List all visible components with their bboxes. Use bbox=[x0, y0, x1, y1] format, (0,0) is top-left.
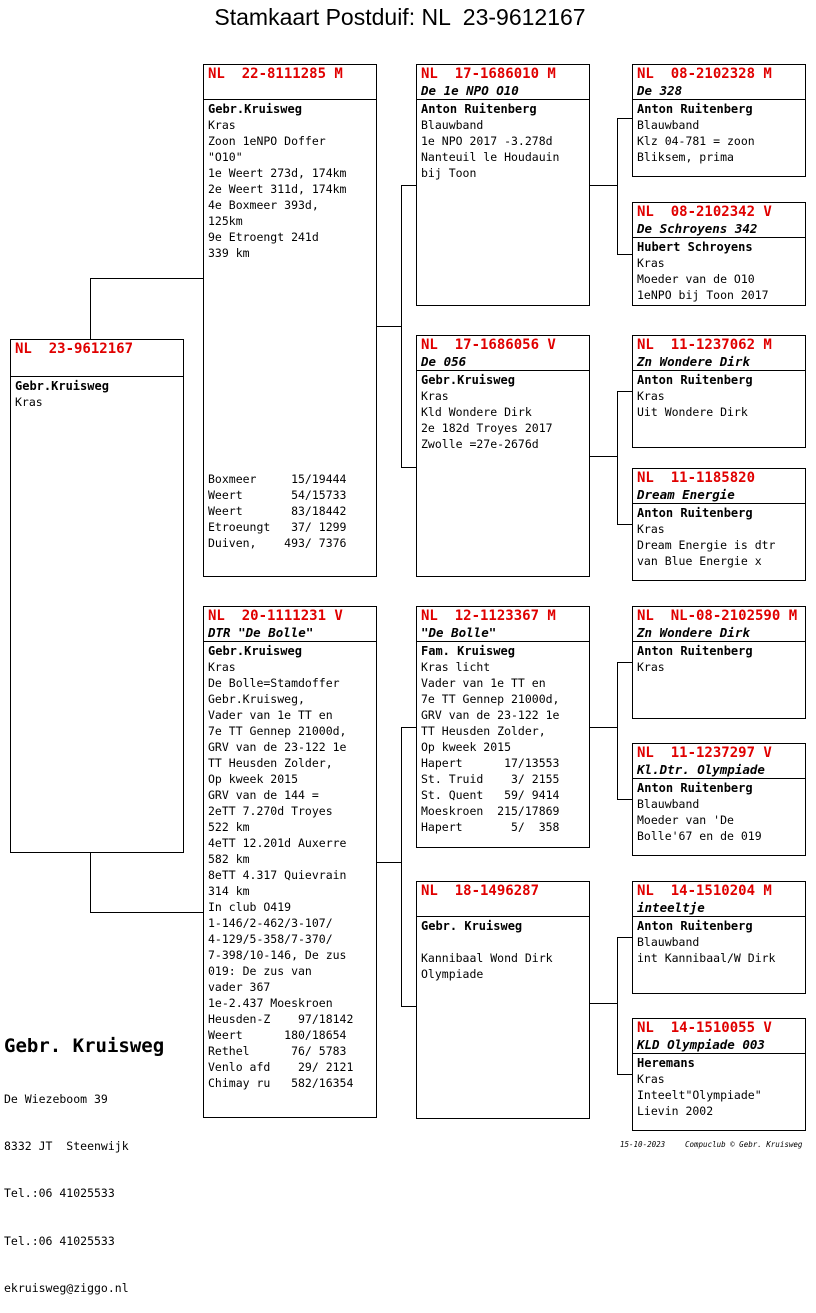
breeder-phone: Tel.:06 41025533 bbox=[4, 1233, 115, 1248]
ring-number: NL 14-1510204 M bbox=[637, 883, 772, 899]
owner-name: Gebr. Kruisweg bbox=[421, 919, 523, 933]
pigeon-details bbox=[633, 659, 805, 675]
detail-line: Kras licht bbox=[421, 660, 491, 674]
detail-line: int Kannibaal/W Dirk bbox=[637, 951, 776, 965]
detail-line: Chimay ru 582/16354 bbox=[208, 1076, 354, 1090]
detail-line: "O10" bbox=[208, 150, 243, 164]
nickname: De 056 bbox=[421, 354, 467, 369]
detail-line: 7e TT Gennep 21000d, bbox=[421, 692, 560, 706]
pigeon-details bbox=[633, 255, 805, 303]
ring-number: NL NL-08-2102590 M bbox=[637, 608, 798, 624]
pigeon-details bbox=[11, 394, 183, 410]
detail-line: Kannibaal Wond Dirk bbox=[421, 951, 553, 965]
owner-name: Gebr.Kruisweg bbox=[208, 102, 302, 116]
detail-line: GRV van de 144 = bbox=[208, 788, 319, 802]
pigeon-details bbox=[417, 934, 589, 982]
nickname: Zn Wondere Dirk bbox=[637, 625, 750, 640]
detail-line: Klz 04-781 = zoon bbox=[637, 134, 755, 148]
detail-line: 1e NPO 2017 -3.278d bbox=[421, 134, 553, 148]
detail-line: van Blue Energie x bbox=[637, 554, 762, 568]
detail-line: Zwolle =27e-2676d bbox=[421, 437, 539, 451]
detail-line: Hapert 17/13553 bbox=[421, 756, 560, 770]
pigeon-card-mmf bbox=[632, 881, 806, 994]
detail-line: Heusden-Z 97/18142 bbox=[208, 1012, 354, 1026]
nickname: De Schroyens 342 bbox=[637, 221, 758, 236]
detail-line: St. Quent 59/ 9414 bbox=[421, 788, 560, 802]
detail-line: TT Heusden Zolder, bbox=[208, 756, 333, 770]
pigeon-card-ffm bbox=[632, 202, 806, 306]
nickname: inteeltje bbox=[637, 900, 705, 915]
detail-line: Kras bbox=[637, 660, 665, 674]
detail-line: Blauwband bbox=[421, 118, 484, 132]
detail-line: GRV van de 23-122 1e bbox=[208, 740, 347, 754]
detail-line: 019: De zus van bbox=[208, 964, 312, 978]
owner-name: Anton Ruitenberg bbox=[637, 781, 753, 795]
detail-line: 4-129/5-358/7-370/ bbox=[208, 932, 333, 946]
detail-line: 7-398/10-146, De zus bbox=[208, 948, 347, 962]
pigeon-card-mmm bbox=[632, 1018, 806, 1131]
ring-number: NL 18-1496287 bbox=[421, 883, 540, 899]
detail-line: Vader van 1e TT en bbox=[208, 708, 333, 722]
pigeon-details bbox=[417, 117, 589, 181]
detail-line: 125km bbox=[208, 214, 243, 228]
detail-line: Op kweek 2015 bbox=[208, 772, 299, 786]
nickname: "De Bolle" bbox=[421, 625, 497, 640]
detail-line: 2e 182d Troyes 2017 bbox=[421, 421, 553, 435]
detail-line: Op kweek 2015 bbox=[421, 740, 512, 754]
detail-line: Nanteuil le Houdauin bbox=[421, 150, 560, 164]
detail-line: De Bolle=Stamdoffer bbox=[208, 676, 340, 690]
owner-name: Anton Ruitenberg bbox=[637, 373, 753, 387]
detail-line: TT Heusden Zolder, bbox=[421, 724, 546, 738]
pigeon-card-mother-mother bbox=[416, 881, 590, 1119]
pigeon-details bbox=[633, 521, 805, 569]
detail-line: 9e Etroengt 241d bbox=[208, 230, 319, 244]
owner-name: Gebr.Kruisweg bbox=[208, 644, 302, 658]
detail-line: Venlo afd 29/ 2121 bbox=[208, 1060, 354, 1074]
detail-line: 1eNPO bij Toon 2017 bbox=[637, 288, 769, 302]
breeder-contact bbox=[4, 1060, 129, 1313]
pigeon-card-fmf bbox=[632, 335, 806, 448]
detail-line: 1e-2.437 Moeskroen bbox=[208, 996, 333, 1010]
pigeon-details bbox=[633, 934, 805, 966]
detail-line: 1-146/2-462/3-107/ bbox=[208, 916, 333, 930]
ring-number: NL 22-8111285 M bbox=[208, 66, 343, 82]
race-result-line: Weert 83/18442 bbox=[208, 504, 347, 518]
pigeon-card-fff bbox=[632, 64, 806, 177]
detail-line: Olympiade bbox=[421, 967, 484, 981]
detail-line: bij Toon bbox=[421, 166, 477, 180]
race-result-line: Weert 54/15733 bbox=[208, 488, 347, 502]
nickname: KLD Olympiade 003 bbox=[637, 1037, 765, 1052]
detail-line: Moeskroen 215/17869 bbox=[421, 804, 560, 818]
detail-line: 8eTT 4.317 Quievrain bbox=[208, 868, 347, 882]
pigeon-details bbox=[204, 659, 376, 1091]
detail-line: 2e Weert 311d, 174km bbox=[208, 182, 347, 196]
pigeon-card-subject bbox=[10, 339, 184, 853]
nickname: Dream Energie bbox=[637, 487, 735, 502]
nickname: Zn Wondere Dirk bbox=[637, 354, 750, 369]
detail-line: Zoon 1eNPO Doffer bbox=[208, 134, 326, 148]
detail-line: 314 km bbox=[208, 884, 250, 898]
detail-line: 582 km bbox=[208, 852, 250, 866]
breeder-name: Gebr. Kruisweg bbox=[4, 1035, 165, 1057]
detail-line: Bolle'67 en de 019 bbox=[637, 829, 762, 843]
detail-line: Kras bbox=[421, 389, 449, 403]
race-result-line: Duiven, 493/ 7376 bbox=[208, 536, 347, 550]
detail-line: St. Truid 3/ 2155 bbox=[421, 772, 560, 786]
nickname: De 328 bbox=[637, 83, 683, 98]
pigeon-card-fmm bbox=[632, 468, 806, 581]
pigeon-card-mfm bbox=[632, 743, 806, 856]
pigeon-details bbox=[204, 117, 376, 261]
detail-line: Kld Wondere Dirk bbox=[421, 405, 532, 419]
ring-number: NL 11-1237062 M bbox=[637, 337, 772, 353]
detail-line: Blauwband bbox=[637, 935, 700, 949]
detail-line: 1e Weert 273d, 174km bbox=[208, 166, 347, 180]
detail-line: Hapert 5/ 358 bbox=[421, 820, 560, 834]
race-result-line: Boxmeer 15/19444 bbox=[208, 472, 347, 486]
pigeon-card-father bbox=[203, 64, 377, 577]
detail-line: 7e TT Gennep 21000d, bbox=[208, 724, 347, 738]
race-results bbox=[208, 471, 346, 551]
breeder-address: De Wiezeboom 39 bbox=[4, 1091, 108, 1106]
owner-name: Anton Ruitenberg bbox=[421, 102, 537, 116]
detail-line: Kras bbox=[15, 395, 43, 409]
ring-number: NL 23-9612167 bbox=[15, 341, 134, 357]
detail-line: Inteelt"Olympiade" bbox=[637, 1088, 762, 1102]
breeder-email: ekruisweg@ziggo.nl bbox=[4, 1281, 129, 1296]
detail-line bbox=[417, 934, 589, 950]
ring-number: NL 20-1111231 V bbox=[208, 608, 343, 624]
pigeon-card-mother-father bbox=[416, 606, 590, 848]
detail-line: Kras bbox=[208, 118, 236, 132]
owner-name: Hubert Schroyens bbox=[637, 240, 753, 254]
owner-name: Gebr.Kruisweg bbox=[15, 379, 109, 393]
page-title: Stamkaart Postduif: NL 23-9612167 bbox=[214, 4, 586, 30]
pigeon-details bbox=[417, 388, 589, 452]
detail-line: Kras bbox=[637, 1072, 665, 1086]
ring-number: NL 11-1185820 bbox=[637, 470, 756, 486]
detail-line: Kras bbox=[637, 256, 665, 270]
breeder-phone: Tel.:06 41025533 bbox=[4, 1186, 115, 1201]
detail-line: Bliksem, prima bbox=[637, 150, 734, 164]
print-date: 15-10-2023 bbox=[620, 1140, 666, 1149]
nickname: DTR "De Bolle" bbox=[208, 625, 314, 640]
owner-name: Anton Ruitenberg bbox=[637, 102, 753, 116]
nickname: De 1e NPO O10 bbox=[421, 83, 519, 98]
detail-line: Vader van 1e TT en bbox=[421, 676, 546, 690]
ring-number: NL 08-2102342 V bbox=[637, 204, 772, 220]
detail-line: 522 km bbox=[208, 820, 250, 834]
nickname: Kl.Dtr. Olympiade bbox=[637, 762, 765, 777]
nickname bbox=[417, 900, 589, 916]
detail-line: Kras bbox=[637, 389, 665, 403]
detail-line: In club O419 bbox=[208, 900, 292, 914]
detail-line: Weert 180/18654 bbox=[208, 1028, 347, 1042]
detail-line: vader 367 bbox=[208, 980, 271, 994]
detail-line: Uit Wondere Dirk bbox=[637, 405, 748, 419]
footer-credit: Compuclub © Gebr. Kruisweg bbox=[685, 1140, 803, 1149]
detail-line: Gebr.Kruisweg, bbox=[208, 692, 305, 706]
race-result-line: Etroeungt 37/ 1299 bbox=[208, 520, 347, 534]
detail-line: 4e Boxmeer 393d, bbox=[208, 198, 319, 212]
ring-number: NL 14-1510055 V bbox=[637, 1020, 772, 1036]
ring-number: NL 12-1123367 M bbox=[421, 608, 556, 624]
pigeon-details bbox=[633, 796, 805, 844]
ring-number: NL 17-1686010 M bbox=[421, 66, 556, 82]
owner-name: Heremans bbox=[637, 1056, 695, 1070]
detail-line: 2eTT 7.270d Troyes bbox=[208, 804, 333, 818]
pigeon-details bbox=[633, 1071, 805, 1119]
pigeon-card-mother bbox=[203, 606, 377, 1118]
detail-line: Kras bbox=[208, 660, 236, 674]
ring-number: NL 17-1686056 V bbox=[421, 337, 556, 353]
owner-name: Fam. Kruisweg bbox=[421, 644, 515, 658]
owner-name: Anton Ruitenberg bbox=[637, 644, 753, 658]
detail-line: Rethel 76/ 5783 bbox=[208, 1044, 347, 1058]
detail-line: Lievin 2002 bbox=[637, 1104, 714, 1118]
detail-line: Dream Energie is dtr bbox=[637, 538, 776, 552]
detail-line: 4eTT 12.201d Auxerre bbox=[208, 836, 347, 850]
breeder-city: 8332 JT Steenwijk bbox=[4, 1138, 129, 1153]
pigeon-card-father-father bbox=[416, 64, 590, 306]
ring-number: NL 11-1237297 V bbox=[637, 745, 772, 761]
pigeon-details bbox=[417, 659, 589, 835]
owner-name: Anton Ruitenberg bbox=[637, 919, 753, 933]
detail-line: GRV van de 23-122 1e bbox=[421, 708, 560, 722]
ring-number: NL 08-2102328 M bbox=[637, 66, 772, 82]
pigeon-details bbox=[633, 388, 805, 420]
detail-line: 339 km bbox=[208, 246, 250, 260]
detail-line: Moeder van de O10 bbox=[637, 272, 755, 286]
detail-line: Moeder van 'De bbox=[637, 813, 734, 827]
owner-name: Gebr.Kruisweg bbox=[421, 373, 515, 387]
detail-line: Kras bbox=[637, 522, 665, 536]
detail-line: Blauwband bbox=[637, 797, 700, 811]
detail-line: Blauwband bbox=[637, 118, 700, 132]
owner-name: Anton Ruitenberg bbox=[637, 506, 753, 520]
pigeon-card-father-mother bbox=[416, 335, 590, 577]
pigeon-card-mff bbox=[632, 606, 806, 719]
pigeon-details bbox=[633, 117, 805, 165]
